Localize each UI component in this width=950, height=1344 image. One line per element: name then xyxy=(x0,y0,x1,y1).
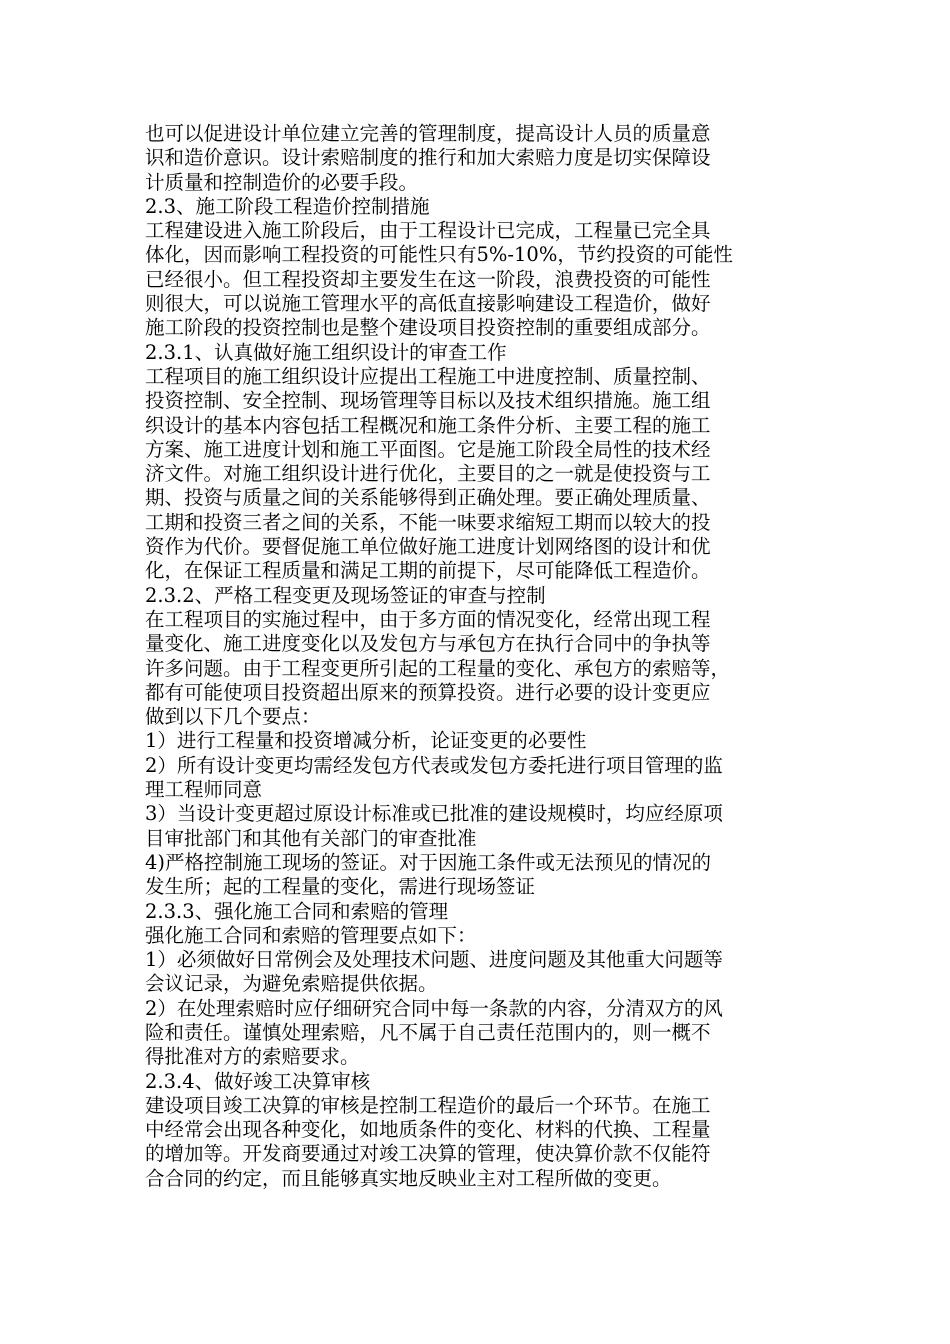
list-item: 2）所有设计变更均需经发包方代表或发包方委托进行项目管理的监 xyxy=(145,753,723,777)
text-line: 施工阶段的投资控制也是整个建设项目投资控制的重要组成部分。 xyxy=(145,316,711,340)
text-line: 险和责任。谨慎处理索赔，凡不属于自己责任范围内的，则一概不 xyxy=(145,1020,711,1044)
list-item: 1）进行工程量和投资增减分析，论证变更的必要性 xyxy=(145,729,587,753)
text-line: 强化施工合同和索赔的管理要点如下： xyxy=(145,923,477,947)
text-line: 发生所；起的工程量的变化，需进行现场签证 xyxy=(145,875,536,899)
text-line: 在工程项目的实施过程中，由于多方面的情况变化，经常出现工程 xyxy=(145,607,711,631)
text-line: 会议记录，为避免索赔提供依据。 xyxy=(145,972,438,996)
text-line: 投资控制、安全控制、现场管理等目标以及技术组织措施。施工组 xyxy=(145,389,711,413)
text-line: 织设计的基本内容包括工程概况和施工条件分析、主要工程的施工 xyxy=(145,413,711,437)
list-item: 4)严格控制施工现场的签证。对于因施工条件或无法预见的情况的 xyxy=(145,850,712,874)
text-line: 许多问题。由于工程变更所引起的工程量的变化、承包方的索赔等， xyxy=(145,656,731,680)
text-line: 识和造价意识。设计索赔制度的推行和加大索赔力度是切实保障设 xyxy=(145,146,711,170)
text-line: 中经常会出现各种变化，如地质条件的变化、材料的代换、工程量 xyxy=(145,1118,711,1142)
text-line: 做到以下几个要点： xyxy=(145,705,321,729)
text-line: 的增加等。开发商要通过对竣工决算的管理，使决算价款不仅能符 xyxy=(145,1142,711,1166)
text-line: 工程项目的施工组织设计应提出工程施工中进度控制、质量控制、 xyxy=(145,364,711,388)
text-line: 工程建设进入施工阶段后，由于工程设计已完成，工程量已完全具 xyxy=(145,219,711,243)
text-line: 体化，因而影响工程投资的可能性只有5%-10%，节约投资的可能性 xyxy=(145,243,733,267)
section-heading: 2.3.4、做好竣工决算审核 xyxy=(145,1069,371,1093)
text-line: 理工程师同意 xyxy=(145,778,263,802)
text-line: 已经很小。但工程投资却主要发生在这一阶段，浪费投资的可能性 xyxy=(145,267,711,291)
text-line: 济文件。对施工组织设计进行优化，主要目的之一就是使投资与工 xyxy=(145,462,711,486)
text-line: 工期和投资三者之间的关系，不能一味要求缩短工期而以较大的投 xyxy=(145,510,711,534)
section-heading: 2.3、施工阶段工程造价控制措施 xyxy=(145,194,430,218)
text-line: 建设项目竣工决算的审核是控制工程造价的最后一个环节。在施工 xyxy=(145,1093,711,1117)
text-line: 方案、施工进度计划和施工平面图。它是施工阶段全局性的技术经 xyxy=(145,437,711,461)
text-line: 期、投资与质量之间的关系能够得到正确处理。要正确处理质量、 xyxy=(145,486,711,510)
text-line: 资作为代价。要督促施工单位做好施工进度计划网络图的设计和优 xyxy=(145,535,711,559)
section-heading: 2.3.1、认真做好施工组织设计的审查工作 xyxy=(145,340,507,364)
text-line: 化，在保证工程质量和满足工期的前提下，尽可能降低工程造价。 xyxy=(145,559,711,583)
list-item: 1）必须做好日常例会及处理技术问题、进度问题及其他重大问题等 xyxy=(145,948,723,972)
document-page xyxy=(145,122,805,1191)
text-line: 得批准对方的索赔要求。 xyxy=(145,1045,360,1069)
text-line: 也可以促进设计单位建立完善的管理制度，提高设计人员的质量意 xyxy=(145,122,711,145)
section-heading: 2.3.3、强化施工合同和索赔的管理 xyxy=(145,899,449,923)
text-line: 都有可能使项目投资超出原来的预算投资。进行必要的设计变更应 xyxy=(145,680,711,704)
text-line: 目审批部门和其他有关部门的审查批准 xyxy=(145,826,477,850)
text-line: 则很大，可以说施工管理水平的高低直接影响建设工程造价，做好 xyxy=(145,292,711,316)
text-line: 计质量和控制造价的必要手段。 xyxy=(145,170,419,194)
text-line: 合合同的约定，而且能够真实地反映业主对工程所做的变更。 xyxy=(145,1166,672,1190)
text-line: 量变化、施工进度变化以及发包方与承包方在执行合同中的争执等 xyxy=(145,632,711,656)
section-heading: 2.3.2、严格工程变更及现场签证的审查与控制 xyxy=(145,583,546,607)
list-item: 3）当设计变更超过原设计标准或已批准的建设规模时，均应经原项 xyxy=(145,802,723,826)
list-item: 2）在处理索赔时应仔细研究合同中每一条款的内容，分清双方的风 xyxy=(145,996,723,1020)
